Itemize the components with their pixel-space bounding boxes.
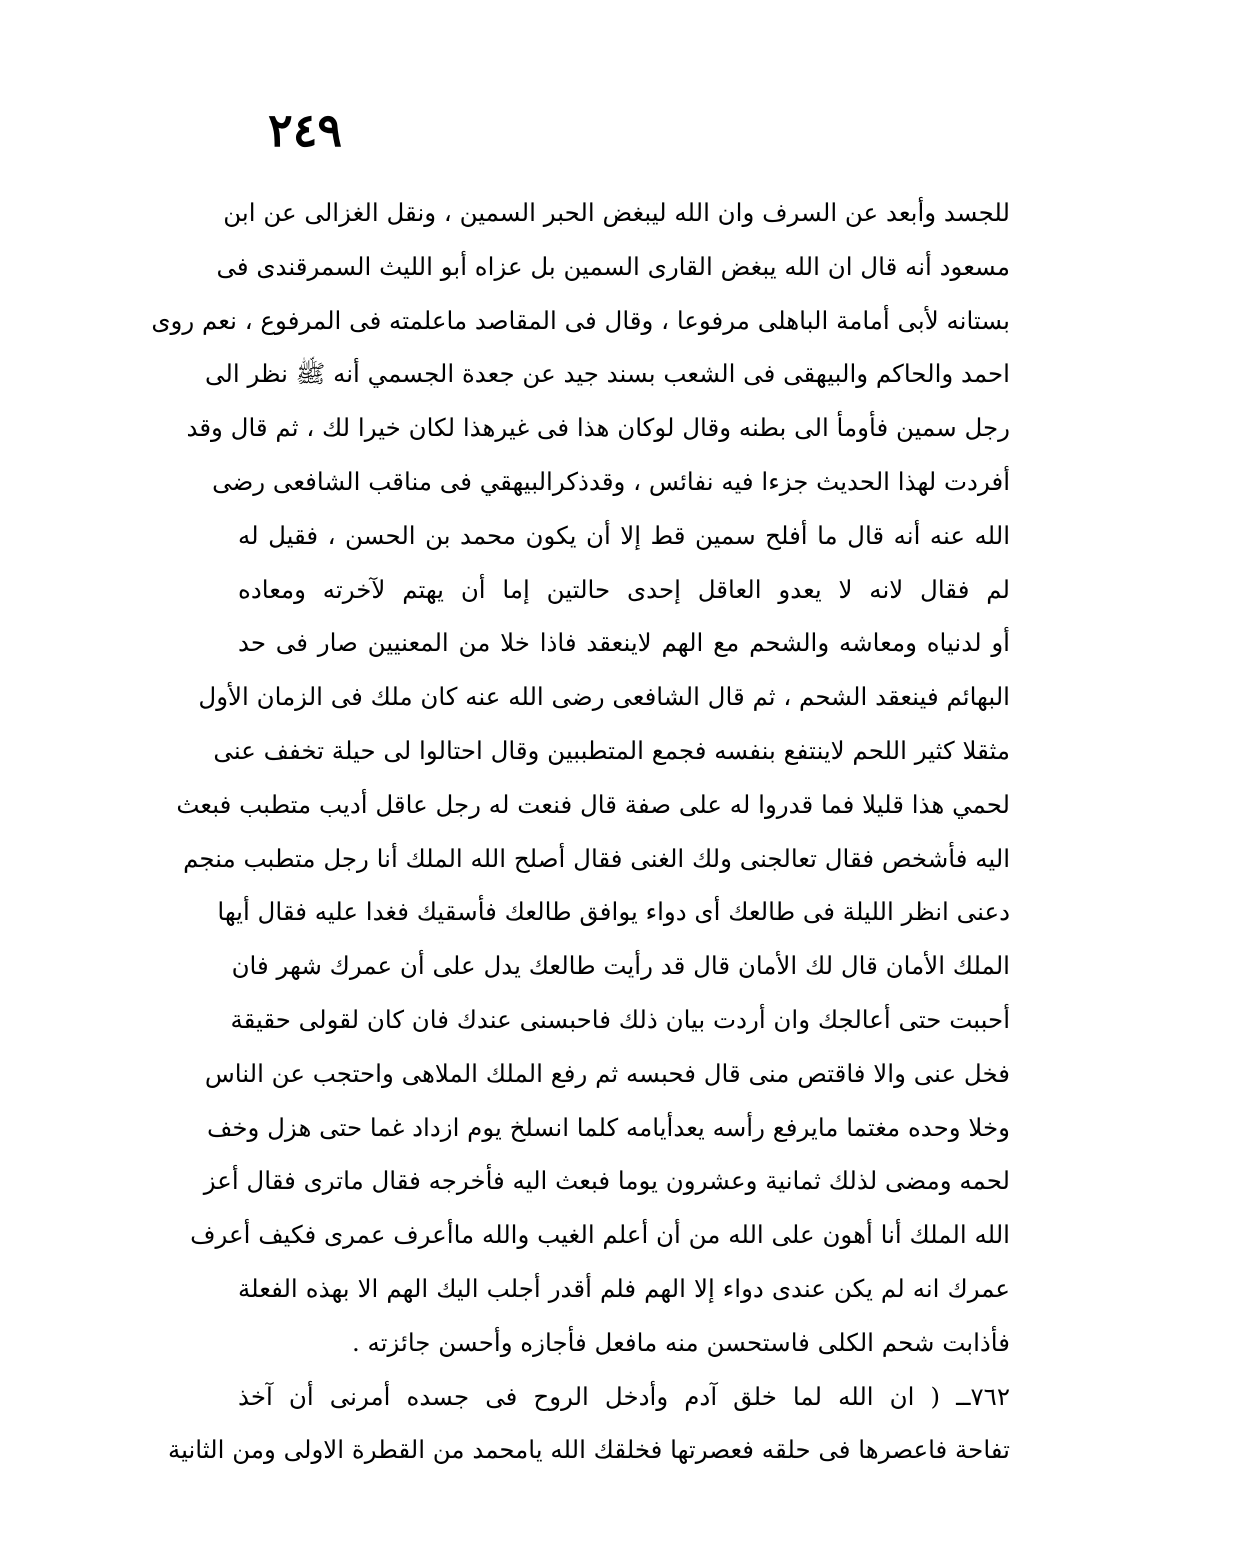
text-line: عمرك انه لم يكن عندى دواء إلا الهم فلم أقدر أجلب اليك الهم الا بهذه الفعلة (238, 1273, 1010, 1303)
text-line: الملك الأمان قال لك الأمان قال قد رأيت طالعك يدل على أن عمرك شهر فان (231, 951, 1010, 981)
text-line: تفاحة فاعصرها فى حلقه فعصرتها فخلقك الله يامحمد من القطرة الاولى ومن الثانية (167, 1435, 1010, 1465)
text-line: أحببت حتى أعالجك وان أردت بيان ذلك فاحبسنى عندك فان كان لقولى حقيقة (230, 1004, 1010, 1034)
text-line: الله عنه أنه قال ما أفلح سمين قط إلا أن يكون محمد بن الحسن ، فقيل له (238, 520, 1010, 550)
text-line: دعنى انظر الليلة فى طالعك أى دواء يوافق طالعك فأسقيك فغدا عليه فقال أيها (217, 897, 1010, 927)
page-number: ٢٤٩ (268, 103, 343, 157)
text-line: اليه فأشخص فقال تعالجنى ولك الغنى فقال أصلح الله الملك أنا رجل متطبب منجم (183, 843, 1010, 873)
text-line: للجسد وأبعد عن السرف وان الله ليبغض الحبر السمين ، ونقل الغزالى عن ابن (223, 198, 1010, 227)
text-line: ٧٦٢ــ ( ان الله لما خلق آدم وأدخل الروح فى جسده أمرنى أن آخذ (238, 1381, 1010, 1411)
text-line: رجل سمين فأومأ الى بطنه وقال لوكان هذا فى غيرهذا لكان خيرا لك ، ثم قال وقد (186, 413, 1010, 443)
text-line: بستانه لأبى أمامة الباهلى مرفوعا ، وقال فى المقاصد ماعلمته فى المرفوع ، نعم روى (151, 305, 1010, 335)
text-line: لم فقال لانه لا يعدو العاقل إحدى حالتين إما أن يهتم لآخرته ومعاده (238, 574, 1010, 604)
text-line: مثقلا كثير اللحم لاينتفع بنفسه فجمع المتطببين وقال احتالوا لى حيلة تخفف عنى (213, 735, 1010, 765)
text-line: لحمي هذا قليلا فما قدروا له على صفة قال فنعت له رجل عاقل أديب متطبب فبعث (176, 789, 1010, 819)
text-line: الله الملك أنا أهون على الله من أن أعلم الغيب والله ماأعرف عمرى فكيف أعرف (190, 1220, 1010, 1250)
text-line: فأذابت شحم الكلى فاستحسن منه مافعل فأجازه وأحسن جائزته . (351, 1327, 1010, 1357)
text-line: وخلا وحده مغتما مايرفع رأسه يعدأيامه كلما انسلخ يوم ازداد غما حتى هزل وخف (207, 1112, 1010, 1142)
text-line: أفردت لهذا الحديث جزءا فيه نفائس ، وقدذكرالبيهقي فى مناقب الشافعى رضى (212, 466, 1010, 496)
text-line: لحمه ومضى لذلك ثمانية وعشرون يوما فبعث اليه فأخرجه فقال ماترى فقال أعز (203, 1166, 1010, 1196)
text-line: البهائم فينعقد الشحم ، ثم قال الشافعى رضى الله عنه كان ملك فى الزمان الأول (198, 682, 1010, 712)
text-line: احمد والحاكم والبيهقى فى الشعب بسند جيد عن جعدة الجسمي أنه ﷺ نظر الى (205, 359, 1010, 389)
body-text (151, 186, 1010, 1477)
text-line: مسعود أنه قال ان الله يبغض القارى السمين بل عزاه أبو الليث السمرقندى فى (216, 251, 1010, 281)
text-line: فخل عنى والا فاقتص منى قال فحبسه ثم رفع الملك الملاهى واحتجب عن الناس (204, 1058, 1010, 1088)
text-line: أو لدنياه ومعاشه والشحم مع الهم لاينعقد فاذا خلا من المعنيين صار فى حد (238, 628, 1010, 658)
